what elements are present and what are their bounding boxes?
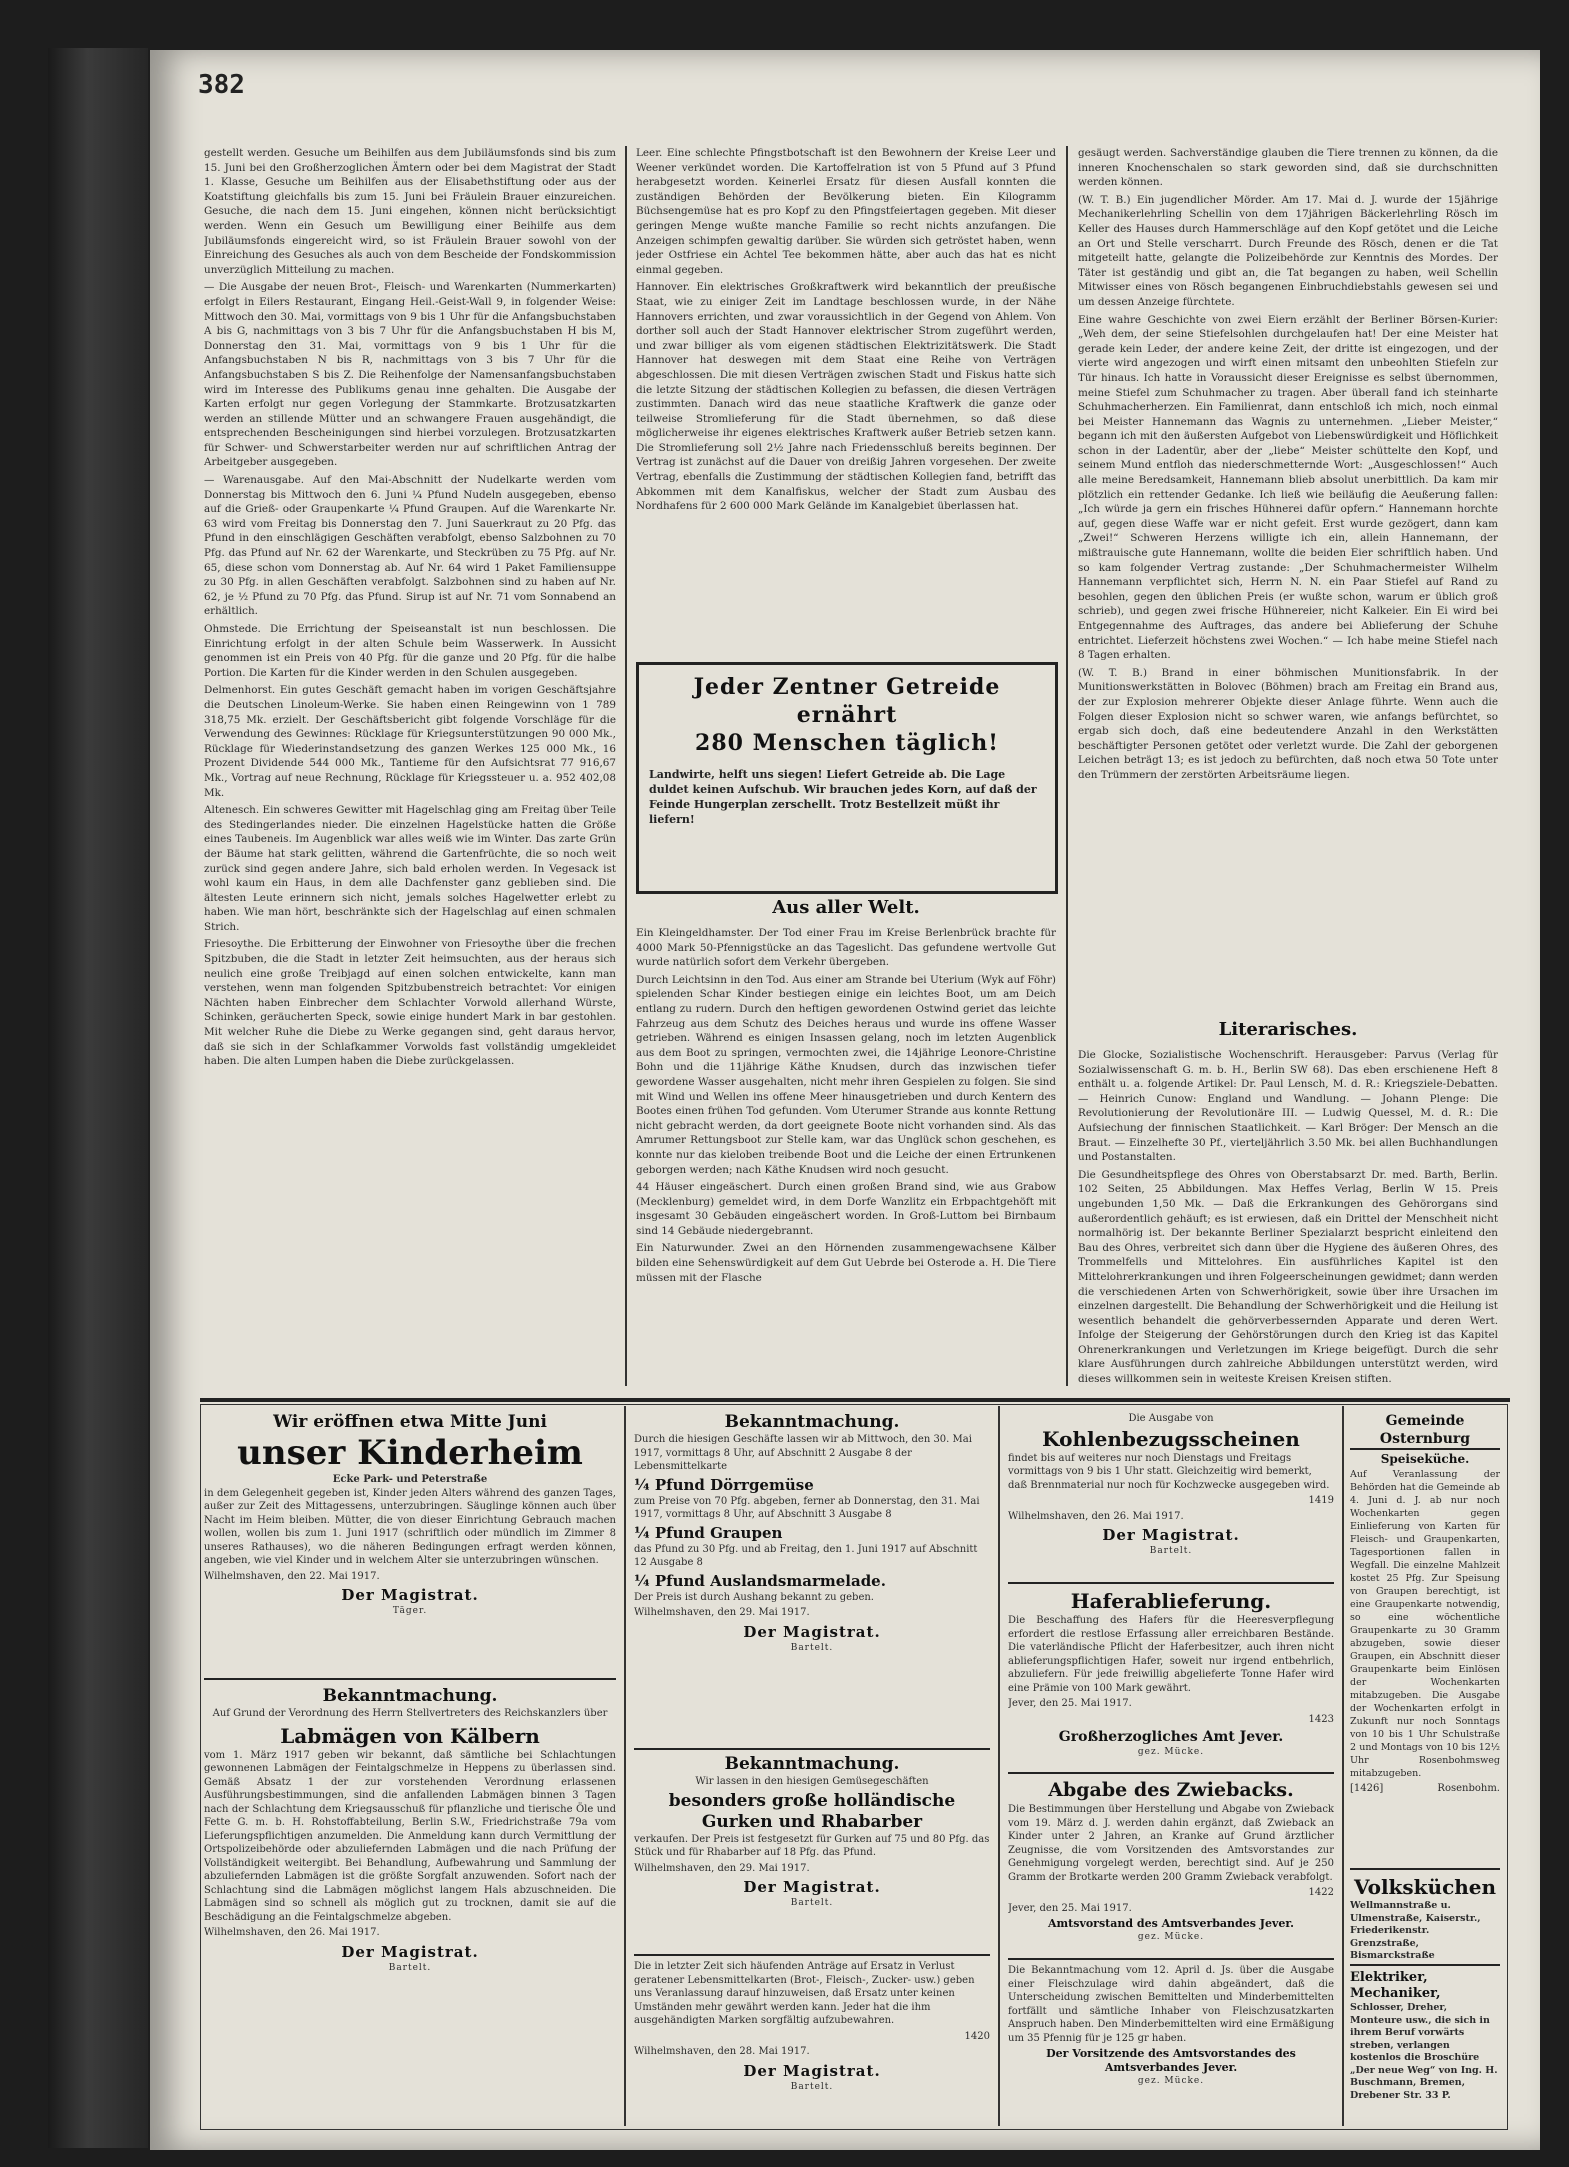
aus-aller-welt-title: Aus aller Welt.: [772, 897, 920, 918]
hafer-date: Jever, den 25. Mai 1917.: [1008, 1698, 1132, 1709]
zwieback-date: Jever, den 25. Mai 1917.: [1008, 1902, 1132, 1914]
page-number: 382: [198, 70, 245, 100]
literarisches-title: Literarisches.: [1218, 1019, 1358, 1040]
labmaegen-subject: Labmägen von Kälbern: [280, 1723, 540, 1748]
labmaegen-text: vom 1. März 1917 geben wir bekannt, daß sämtliche bei Schlachtungen gewonnenen Labmägen der Feintalgschmelze in Heppens zu überlassen sind. Gemäß Absatz 1 der zur vorstehenden Verordnung erlassenen Ausführungsbestimmungen, sind die anfallenden Labmägen binnen 3 Tagen nach der Schlachtung dem Kriegsausschuß für pflanzliche und tierische Öle und Fette G. m. b. H. Rohstoffabteilung, Berlin S.W., Friedrichstraße 79a vom Lieferungspflichtigen anzumelden. Die Anmeldung kann durch Vermittlung der Ortspolizeibehörde oder abzuliefernden Labmägen und die nach Prüfung der Vollständigkeit weitergibt. Bei Behandlung, Aufbewahrung und Sammlung der abzuliefernden Labmägen ist die größte Sorgfalt anzuwenden. Sofort nach der Schlachtung sind die Labmägen möglichst langem Hals abzuschneiden. Die Labmägen sind so schnell als möglich gut zu trocknen, damit sie auf die Beschädigung an die Feintalgschmelze abgeben.: [204, 1749, 616, 1923]
hafer-text: Die Beschaffung des Hafers für die Heeresverpflegung erfordert die restlose Erfassung aller erreichbaren Bestände. Die vaterländische Pflicht der Haferbesitzer, auch ihren nicht ablieferungspflichtigen Hafer, soweit nur irgend entbehrlich, abzuliefern. Für jede freiwillig abgelieferte Tonne Hafer wird eine Prämie von 100 Mark gewährt.: [1008, 1615, 1334, 1694]
col1-paragraph: Altenesch. Ein schweres Gewitter mit Hagelschlag ging am Freitag über Teile des Stedingerlandes nieder. Die einzelnen Hagelstücke hatten die Größe eines Taubeneis. Im Augenblick war alles weiß wie im Winter. Das zarte Grün der Bäume hat stark gelitten, während die Gartenfrüchte, die so noch weit zurück sind gegen andere Jahre, sich bald erholen werden. In Vegesack ist wohl kaum ein Haus, in dem alle Dachfenster ganz geblieben sind. Die ältesten Leute erinnern sich nicht, jemals solches Hagelwetter erlebt zu haben. Wie man hört, beschränkte sich der Hagelschlag auf einen schmalen Strich.: [204, 804, 616, 933]
fleischzulage-signer: Der Vorsitzende des Amtsvorstandes des Amtsverbandes Jever.: [1046, 2047, 1296, 2074]
fleischzulage-name: gez. Mücke.: [1137, 2076, 1205, 2086]
column-rule: [1066, 146, 1068, 1386]
kinderheim-name: Täger.: [392, 1606, 428, 1616]
zwieback-name: gez. Mücke.: [1137, 1932, 1205, 1942]
gurken-item: besonders große holländische Gurken und Rhabarber: [668, 1790, 956, 1832]
ads-divider: [200, 1398, 1510, 1402]
col3-paragraph: (W. T. B.) Ein jugendlicher Mörder. Am 17. Mai d. J. wurde der 15jährige Mechanikerlehrling Schellin von dem 17jährigen Bäckerlehrling Rösch im Keller des Hauses durch Hammerschläge auf den Kopf getötet und die Leiche an Ort und Stelle verscharrt. Durch Freunde des Rösch, denen er die Tat mitgeteilt hatte, gelangte die Polizeibehörde zur Kenntnis des Mordes. Der Täter ist geständig und gibt an, die Tat begangen zu haben, weil Schellin Mitwisser eines von Rösch begangenen Einbruchdiebstahls gewesen sei und um dessen Anzeige fürchtete.: [1078, 193, 1498, 308]
aus-aller-welt-paragraph: Durch Leichtsinn in den Tod. Aus einer am Strande bei Uterium (Wyk auf Föhr) spielenden Schar Kinder bestiegen einige ein leichtes Boot, um am Deich entlang zu rudern. Durch den heftigen gewordenen Ostwind geriet das leichte Fahrzeug aus dem Schutz des Deiches heraus und wurde ins offene Wasser getrieben. Während es einigen Insassen gelang, noch im letzten Augenblick aus dem Boot zu springen, vermochten zwei, die 14jährige Leonore-Christine Bohn und die 11jährige Käthe Knudsen, durch das inzwischen tiefer gewordene Wasser ausgehalten, nicht mehr ihren Gespielen zu folgen. Sie sind mit Wind und Wellen ins offene Meer hinausgetrieben und durch Kentern des Bootes einen frühen Tod gefunden. Vom Uterumer Strande aus konnte Rettung nicht gebracht werden, da dort geeignete Boote nicht vorhanden sind. Als das Amrumer Rettungsboot zur Stelle kam, war das Unglück schon geschehen, es konnte nur das kieloben treibende Boot und die Leiche der einen Ertrunkenen geborgen werden; nach Käthe Knudsen wird noch gesucht.: [636, 973, 1056, 1176]
osternburg-name: Rosenbohm.: [1437, 1783, 1500, 1794]
zwieback-text: Die Bestimmungen über Herstellung und Abgabe von Zwieback vom 19. März d. J. werden dahin ergänzt, daß Zwieback an Kinder unter 2 Jahren, an Kranke auf Grund ärztlicher Zeugnisse, die vom Vorsitzenden des Amtsvorstandes zur Genehmigung vorgelegt werden, berechtigt sind. Auf je 250 Gramm der Brotkarte werden 200 Gramm Zwieback verabfolgt.: [1008, 1804, 1334, 1883]
column-2: [636, 146, 1056, 686]
ersatz-name: Bartelt.: [790, 2081, 834, 2092]
kinderheim-signer: Der Magistrat.: [341, 1586, 479, 1604]
grain-appeal-box: [636, 662, 1058, 894]
zwieback-title: Abgabe des Zwiebacks.: [1048, 1779, 1294, 1801]
gurken-signer: Der Magistrat.: [743, 1878, 881, 1896]
doerrgemuese-intro: Durch die hiesigen Geschäfte lassen wir ab Mittwoch, den 30. Mai 1917, vormittags 8 Uhr, auf Abschnitt 2 Ausgabe 8 der Lebensmittelkarte: [634, 1434, 972, 1472]
hafer-name: gez. Mücke.: [1137, 1747, 1205, 1757]
gurken-text: verkaufen. Der Preis ist festgesetzt für Gurken auf 75 und 80 Pfg. das Stück und für Rhabarber auf 18 Pfg. das Pfund.: [634, 1833, 990, 1858]
osternburg-text: Auf Veranlassung der Behörden hat die Gemeinde ab 4. Juni d. J. ab nur noch Wochenkarten gegen Einlieferung von Karten für Fleisch- und Graupenkarten, Tagesportionen fallen in Wegfall. Die einzelne Mahlzeit kostet 25 Pfg. Zur Speisung von Graupen berechtigt, ist eine Graupenkarte notwendig, so eine wöchentliche Graupenkarte zu 30 Gramm abzugeben, sowie dieser Graupen, ein Abschnitt dieser Graupenkarte beim Einlösen der Wochenkarten mitabzugeben. Die Ausgabe der Wochenkarten erfolgt in Zukunft nur noch Sonntags von 10 bis 1 Uhr Schulstraße 2 und Montags von 10 bis 12½ Uhr Rosenbohmsweg mitabzugeben.: [1350, 1469, 1500, 1779]
grain-appeal-text: Landwirte, helft uns siegen! Liefert Getreide ab. Die Lage duldet keinen Aufschub. Wir brauchen jedes Korn, auf daß der Feinde Hungerplan zerschellt. Trotz Bestellzeit müßt ihr liefern!: [649, 768, 1037, 826]
gurken-name: Bartelt.: [790, 1898, 834, 1908]
doerrgemuese-mid1: zum Preise von 70 Pfg. abgeben, ferner ab Donnerstag, den 31. Mai 1917, vormittags 8 Uhr, auf Abschnitt 3 Ausgabe 8: [634, 1495, 980, 1520]
aus-aller-welt-paragraph: 44 Häuser eingeäschert. Durch einen großen Brand sind, wie aus Grabow (Mecklenburg) gemeldet wird, in dem Dorfe Wanzlitz ein Erbpachtgehöft mit insgesamt 30 Gebäuden eingeäschert worden. In Groß-Luttom bei Birnbaum sind 14 Gebäude niedergebrannt.: [636, 1181, 1056, 1237]
kinderheim-title: unser Kinderheim: [237, 1433, 583, 1473]
col1-paragraph: Delmenhorst. Ein gutes Geschäft gemacht haben im vorigen Geschäftsjahre die Deutschen Linoleum-Werke. Sie haben einen Reingewinn von 1 789 318,75 Mk. erzielt. Der Geschäftsbericht gibt folgende Vorschläge für die Verwendung des Gewinnes: Rücklage für Kriegsunterstützungen 90 000 Mk., Rücklage für Wiederinstandsetzung des ganzen Werkes 125 000 Mk., 16 Prozent Dividende 544 000 Mk., Tantieme für den Aufsichtsrat 77 916,67 Mk., Vortrag auf neue Rechnung, Rücklage für Kriegssteuer u. a. 952 402,08 Mk.: [204, 684, 616, 799]
col2-paragraph: Leer. Eine schlechte Pfingstbotschaft ist den Bewohnern der Kreise Leer und Weener verkündet worden. Die Kartoffelration ist von 5 Pfund auf 3 Pfund herabgesetzt worden. Keinerlei Ersatz für diesen Ausfall konnten die zuständigen Behörden der Bevölkerung bieten. Ein Kilogramm Büchsengemüse hat es pro Kopf zu den Pfingstfeiertagen gegeben. Mit dieser geringen Menge wußte manche Familie so recht nichts anzufangen. Die Anzeigen schimpfen gewaltig darüber. Sie würden sich getröstet haben, wenn jeder Ostfriese ein Achtel Tee bekommen hätte, aber auch das hat es nicht einmal gegeben.: [636, 147, 1056, 276]
gurken-intro: Wir lassen in den hiesigen Gemüsegeschäften: [695, 1776, 929, 1787]
col1-paragraph: — Warenausgabe. Auf den Mai-Abschnitt der Nudelkarte werden vom Donnerstag bis Mittwoch den 6. Juni ¼ Pfund Nudeln ausgegeben, ebenso auf die Grieß- oder Graupenkarte ¼ Pfund Graupen. Auf die Warenkarte Nr. 63 wird vom Freitag bis Donnerstag den 7. Juni Sauerkraut zu 20 Pfg. das Pfund in den einschlägigen Geschäften verabfolgt, ebenso Salzbohnen zu 70 Pfg. das Pfund auf Nr. 62 der Warenkarte, und Steckrüben zu 75 Pfg. auf Nr. 65, diese schon vom Donnerstag ab. Auf Nr. 64 wird 1 Paket Familiensuppe zu 30 Pfg. in allen Geschäften verabfolgt. Salzbohnen sind zu haben auf Nr. 62, je ½ Pfund zu 70 Pfg. das Pfund. Sirup ist auf Nr. 71 vom Sonnabend an erhältlich.: [204, 474, 616, 618]
hafer-title: Haferablieferung.: [1070, 1589, 1272, 1613]
kohlen-text: findet bis auf weiteres nur noch Dienstags und Freitags vormittags von 9 bis 1 Uhr statt. Gleichzeitig wird bemerkt, daß Brennmaterial nur noch für Kochzwecke ausgegeben wird.: [1008, 1452, 1330, 1491]
ads-frame: [200, 1404, 1508, 2130]
grain-appeal-line1: Jeder Zentner Getreide ernährt: [693, 674, 1001, 728]
ersatz-date: Wilhelmshaven, den 28. Mai 1917.: [634, 2046, 810, 2057]
hafer-signer: Großherzogliches Amt Jever.: [1058, 1729, 1284, 1745]
aus-aller-welt-paragraph: Ein Naturwunder. Zwei an den Hörnenden zusammengewachsene Kälber bilden eine Sehenswürdigkeit auf dem Gut Uebrde bei Osterode a. H. Die Tiere müssen mit der Flasche: [636, 1242, 1056, 1284]
kinderheim-date: Wilhelmshaven, den 22. Mai 1917.: [204, 1570, 380, 1582]
gurken-title: Bekanntmachung.: [724, 1754, 900, 1774]
volkskuechen-text: Wellmannstraße u. Ulmenstraße, Kaiserstr., Friederikenstr. Grenzstraße, Bismarckstraße: [1350, 1900, 1481, 1960]
hafer-number: 1423: [1308, 1713, 1334, 1725]
kinderheim-text: in dem Gelegenheit gegeben ist, Kinder jeden Alters während des ganzen Tages, außer zur Zeit des Mittagessens, unterzubringen. Säuglinge können auch über Nacht im Heim bleiben. Mütter, die von dieser Einrichtung Gebrauch machen wollen, wollen bis zum 1. Juni 1917 (schriftlich oder mündlich im Zimmer 8 unseres Rathauses), wo die näheren Bedingungen erfragt werden können, angeben, wie viel Kinder und in welchem Alter sie unterzubringen wünschen.: [204, 1487, 616, 1566]
grain-appeal-line2: 280 Menschen täglich!: [695, 730, 999, 756]
literarisches-paragraph: Die Gesundheitspflege des Ohres von Oberstabsarzt Dr. med. Barth, Berlin. 102 Seiten, 25 Abbildungen. Max Heffes Verlag, Berlin W 15. Preis ungebunden 1,50 Mk. — Daß die Erkrankungen des Gehörorgans sind außerordentlich gehäuft; es ist erwiesen, daß ein Drittel der Menschheit nicht normalhörig ist. Der bekannte Berliner Spezialarzt bespricht einleitend den Bau des Ohres, verbreitet sich dann über die Hygiene des äußeren Ohres, des Trommelfells und Mittelohres. Ein ausführliches Kapitel ist den Mittelohrerkrankungen und ihren Folgeerscheinungen gewidmet; dann werden die verschiedenen Arten von Schwerhörigkeit, sowie über ihre Ursachen im einzelnen dargestellt. Die Behandlung der Schwerhörigkeit und die Heilung ist wesentlich behandelt die gehörverbessernden Apparate und deren Wert. Infolge der Steigerung der Gehörstörungen durch den Krieg ist das Kapitel Ohrenerkrankungen und Verletzungen im Kriege beigefügt. Durch die sehr klare Ausführungen durch zahlreiche Abbildungen unterstützt werden, wird dieses willkommen sein in weiteste Kreisen Kreisen stiften.: [1078, 1168, 1498, 1386]
labmaegen-name: Bartelt.: [388, 1962, 432, 1973]
kinderheim-address: Ecke Park- und Peterstraße: [332, 1474, 488, 1485]
osternburg-title: Gemeinde Osternburg: [1350, 1412, 1500, 1450]
labmaegen-title: Bekanntmachung.: [322, 1686, 498, 1706]
doerrgemuese-item: ¼ Pfund Dörrgemüse: [634, 1475, 814, 1494]
zwieback-number: 1422: [1308, 1887, 1334, 1898]
column-1: [204, 146, 616, 1386]
kohlen-date: Wilhelmshaven, den 26. Mai 1917.: [1008, 1510, 1184, 1522]
col3-paragraph: (W. T. B.) Brand in einer böhmischen Munitionsfabrik. In der Munitionswerkstätten in Bolovec (Böhmen) brach am Freitag ein Brand aus, der zur Explosion mehrerer Objekte dieser Anlage führte. Wenn auch die Folgen dieser Explosion nicht so schwer waren, wie anfangs befürchtet, so ergab sich doch, daß eine bedeutendere Anzahl in den Werkstätten beschäftigter Personen getötet oder verletzt wurde. Die Zahl der geborgenen Leichen beträgt 13; es ist jedoch zu befürchten, daß noch etwa 50 Tote unter den Trümmern der zerstörten Arbeitsräume liegen.: [1078, 666, 1498, 781]
osternburg-subtitle: Speiseküche.: [1380, 1452, 1470, 1466]
kohlen-signer: Der Magistrat.: [1102, 1526, 1240, 1544]
doerrgemuese-mid3: Der Preis ist durch Aushang bekannt zu geben.: [634, 1591, 874, 1603]
doerrgemuese-mid2: das Pfund zu 30 Pfg. und ab Freitag, den 1. Juni 1917 auf Abschnitt 12 Ausgabe 8: [634, 1543, 978, 1568]
doerrgemuese-signer: Der Magistrat.: [743, 1622, 881, 1641]
doerrgemuese-date: Wilhelmshaven, den 29. Mai 1917.: [634, 1607, 810, 1618]
col3-paragraph: Eine wahre Geschichte von zwei Eiern erzählt der Berliner Börsen-Kurier: „Weh dem, der seine Stiefelsohlen durchgelaufen hat! Der eine Meister hat gerade kein Leder, der andere keine Zeit, der dritte ist eingezogen, und der vierte wird angezogen und wirft einen mitsamt den unbeohlten Stiefeln zur Tür hinaus. Ich hatte in Voraussicht dieser Ereignisse es selbst übernommen, meine Stiefel zum Schuhmacher zu tragen. Aber überall fand ich steinharte Schuhmacherherzen. Ein Familienrat, dann entschloß ich mich, noch einmal bei Meister Hannemann das Wagnis zu unternehmen. „Lieber Meister,“ begann ich mit den äußersten Aufgebot von Liebenswürdigkeit und Höflichkeit schon in der Ladentür, aber der „liebe“ Meister schüttelte den Kopf, und seinem Mund entfloh das niederschmetternde Wort: „Ausgeschlossen!“ Auch alle meine Beredsamkeit, Hannemann blieb absolut unerbittlich. Da kam mir plötzlich ein rettender Gedanke. Ich ließ wie beiläufig die Aeußerung fallen: „Ich würde ja gern ein frisches Hühnerei dafür opfern.“ Hannemann horchte auf, gegen diese Waffe war er nicht gefeit. Erst wurde gezögert, dann kam „Zwei!“ Schweren Herzens willigte ich ein, allein Hannemann, der mißtrauische gute Hannemann, wollte die beiden Eier schriftlich haben. Und so kam folgender Vertrag zustande: „Der Schuhmachermeister Wilhelm Hannemann verpflichtet sich, Herrn N. N. ein Paar Stiefel auf Rand zu besohlen, gegen den üblichen Preis (er wußte schon, warum er üblich groß schrieb), und gegen zwei frische Hühnereier, nicht Kalkeier. Ein Ei wird bei Entgegennahme des Auftrages, das andere bei Ablieferung der Schuhe entrichtet. Lieferzeit höchstens zwei Wochen.“ — Ich habe meine Stiefel nach 8 Tagen erhalten.: [1078, 313, 1498, 662]
aus-aller-welt-paragraph: Ein Kleingeldhamster. Der Tod einer Frau im Kreise Berlenbrück brachte für 4000 Mark 50-Pfennigstücke an das Tageslicht. Das gefundene wertvolle Gut wurde natürlich sofort dem Verkehr übergeben.: [636, 927, 1056, 969]
fleischzulage-text: Die Bekanntmachung vom 12. April d. Js. über die Ausgabe einer Fleischzulage wird dahin abgeändert, daß die Unterscheidung zwischen Bemittelten und Minderbemittelten fortfällt und sämtliche Inhaber von Fleischzusatzkarten Anspruch haben. Den Minderbemittelten wird eine Ermäßigung um 35 Pfennig für je 125 gr haben.: [1008, 1965, 1334, 2044]
labmaegen-signer: Der Magistrat.: [341, 1942, 479, 1961]
doerrgemuese-name: Bartelt.: [790, 1642, 834, 1653]
labmaegen-intro: Auf Grund der Verordnung des Herrn Stellvertreters des Reichskanzlers über: [212, 1708, 608, 1719]
elektriker-title: Elektriker, Mechaniker,: [1350, 1970, 1441, 2001]
doerrgemuese-title: Bekanntmachung.: [724, 1412, 900, 1432]
gurken-date: Wilhelmshaven, den 29. Mai 1917.: [634, 1862, 810, 1874]
kohlen-intro: Die Ausgabe von: [1128, 1413, 1214, 1424]
col1-paragraph: gestellt werden. Gesuche um Beihilfen aus dem Jubiläumsfonds sind bis zum 15. Juni bei den Großherzoglichen Ämtern oder bei dem Magistrat der Stadt 1. Klasse, Gesuche um Beihilfen aus der Elisabethstiftung oder aus der Koatstiftung gleichfalls bis zum 15. Juni bei Fräulein Brauer einzureichen. Gesuche, die nach dem 15. Juni eingehen, können nicht berücksichtigt werden. Wenn ein Gesuch um Bewilligung einer Beihilfe aus dem Jubiläumsfonds eingereicht wird, so ist Fräulein Brauer sowohl von der Einreichung des Gesuches als auch von dem Bescheide der Fondskommission unverzüglich Mitteilung zu machen.: [204, 147, 616, 276]
elektriker-text: Schlosser, Dreher, Monteure usw., die sich in ihrem Beruf vorwärts streben, verlangen kostenlos die Broschüre „Der neue Weg“ von Ing. H. Buschmann, Bremen, Drebener Str. 33 P.: [1350, 2002, 1498, 2101]
labmaegen-date: Wilhelmshaven, den 26. Mai 1917.: [204, 1927, 380, 1938]
ersatz-number: 1420: [964, 2030, 990, 2042]
col2-paragraph: Hannover. Ein elektrisches Großkraftwerk wird bekanntlich der preußische Staat, wie zu einiger Zeit im Landtage beschlossen wurde, in der Nähe Hannovers errichten, und zwar voraussichtlich in der Gegend von Ahlem. Von dorther soll auch der Stadt Hannover elektrischer Strom zugeführt werden, und zwar billiger als vom eigenen städtischen Elektrizitätswerk. Die Stadt Hannover hat deswegen mit dem Staat eine Reihe von Verträgen abgeschlossen. Die mit diesen Verträgen zwischen Stadt und Fiskus hatte sich die letzte Sitzung der städtischen Kollegien zu befassen, die diesen Verträgen zustimmten. Danach wird das neue staatliche Kraftwerk die ganze oder teilweise Stromlieferung für die Stadt übernehmen, so daß diese möglicherweise ihr eigenes elektrisches Kraftwerk außer Betrieb setzen kann. Die Stromlieferung soll 2½ Jahre nach Friedensschluß bereits beginnen. Der Vertrag ist zunächst auf die Dauer von dreißig Jahren vorgesehen. Der zweite Vertrag, ebenfalls die Zustimmung der städtischen Kollegien fand, betrifft das Abkommen mit dem Kanalfiskus, welcher der Stadt zum Ausbau des Nordhafens für 2 600 000 Mark Gelände im Kanalgebiet überlassen hat.: [636, 281, 1056, 513]
col1-paragraph: Friesoythe. Die Erbitterung der Einwohner von Friesoythe über die frechen Spitzbuben, die die Stadt in letzter Zeit heimsuchten, aus der heraus sich neulich eine große Treibjagd auf einen solchen entwickelte, kann man verstehen, wenn man folgenden Spitzbubenstreich betrachtet: Vor einigen Nächten haben Einbrecher dem Schlachter Vorwold allerhand Würste, Schinken, geräucherten Speck, sowie einige hundert Mark in bar gestohlen. Mit welcher Ruhe die Diebe zu Werke gegangen sind, geht daraus hervor, daß sie sich in der Schlafkammer Vorwolds fast vollständig umgekleidet haben. Die alten Lumpen haben die Diebe zurückgelassen.: [204, 938, 616, 1068]
volkskuechen-title: Volksküchen: [1353, 1875, 1497, 1899]
col1-paragraph: — Die Ausgabe der neuen Brot-, Fleisch- und Warenkarten (Nummerkarten) erfolgt in Eilers Restaurant, Eingang Heil.-Geist-Wall 9, in folgender Weise: Mittwoch den 30. Mai, vormittags von 9 bis 1 Uhr für die Anfangsbuchstaben A bis G, nachmittags von 3 bis 7 Uhr für die Anfangsbuchstaben H bis M, Donnerstag den 31. Mai, vormittags von 9 bis 1 Uhr für die Anfangsbuchstaben N bis R, nachmittags von 3 bis 7 Uhr für die Anfangsbuchstaben S bis Z. Die Reihenfolge der Namensanfangsbuchstaben wird im Interesse des Publikums genau inne gehalten. Die Ausgabe der Karten erfolgt nur gegen Vorlegung der Stammkarte. Brotzusatzkarten werden an stillende Mütter und an schwangere Frauen ausgehändigt, die entsprechenden Bescheinigungen sind hierbei vorzulegen. Brotzusatzkarten für Schwer- und Schwerstarbeiter werden nur auf schriftlichen Antrag der Arbeitgeber ausgegeben.: [204, 281, 616, 469]
zwieback-signer: Amtsvorstand des Amtsverbandes Jever.: [1048, 1917, 1294, 1930]
literarisches-section: [1078, 1012, 1498, 1386]
literarisches-paragraph: Die Glocke, Sozialistische Wochenschrift. Herausgeber: Parvus (Verlag für Sozialwissenschaft G. m. b. H., Berlin SW 68). Das eben erschienene Heft 8 enthält u. a. folgende Artikel: Dr. Paul Lensch, M. d. R.: Kriegsziele-Debatten. — Heinrich Cunow: England und Wandlung. — Johann Plenge: Die Revolutionierung der Revolutionäre III. — Ludwig Quessel, M. d. R.: Die Aufsiechung der finnischen Staatlichkeit. — Karl Bröger: Der Mensch an die Braut. — Einzelhefte 30 Pf., vierteljährlich 3.50 Mk. bei allen Buchhandlungen und Postanstalten.: [1078, 1049, 1498, 1164]
kohlen-number: 1419: [1308, 1495, 1334, 1506]
ersatz-signer: Der Magistrat.: [743, 2061, 881, 2080]
osternburg-number: [1426]: [1350, 1783, 1384, 1794]
ersatz-text: Die in letzter Zeit sich häufenden Anträge auf Ersatz in Verlust geratener Lebensmittelkarten (Brot-, Fleisch-, Zucker- usw.) geben uns Veranlassung darauf hinzuweisen, daß Ersatz unter keinen Umständen mehr gewährt werden kann. Jeder hat die ihm ausgehändigten Marken sorgfältig aufzubewahren.: [634, 1961, 975, 2026]
col3-paragraph: gesäugt werden. Sachverständige glauben die Tiere trennen zu können, da die inneren Knochenschalen so stark geworden sind, daß sie durchschnitten werden können.: [1078, 147, 1498, 189]
marmelade-item: ¼ Pfund Auslandsmarmelade.: [634, 1571, 886, 1590]
kohlen-title: Kohlenbezugsscheinen: [1042, 1426, 1300, 1451]
aus-aller-welt-section: [636, 890, 1056, 1386]
graupen-item: ¼ Pfund Graupen: [634, 1523, 783, 1542]
book-binding: [48, 48, 148, 2148]
column-rule: [625, 146, 627, 1386]
paper-sheet: [150, 50, 1540, 2150]
kinderheim-line1: Wir eröffnen etwa Mitte Juni: [273, 1412, 547, 1432]
kohlen-name: Bartelt.: [1149, 1546, 1193, 1556]
col1-paragraph: Ohmstede. Die Errichtung der Speiseanstalt ist nun beschlossen. Die Einrichtung erfolgt in der alten Schule beim Wasserwerk. In Aussicht genommen ist ein Preis von 40 Pfg. für die ganze und 20 Pfg. für die halbe Portion. Die Karten für die Kinder werden in den Schulen ausgegeben.: [204, 623, 616, 679]
column-3: [1078, 146, 1498, 1006]
